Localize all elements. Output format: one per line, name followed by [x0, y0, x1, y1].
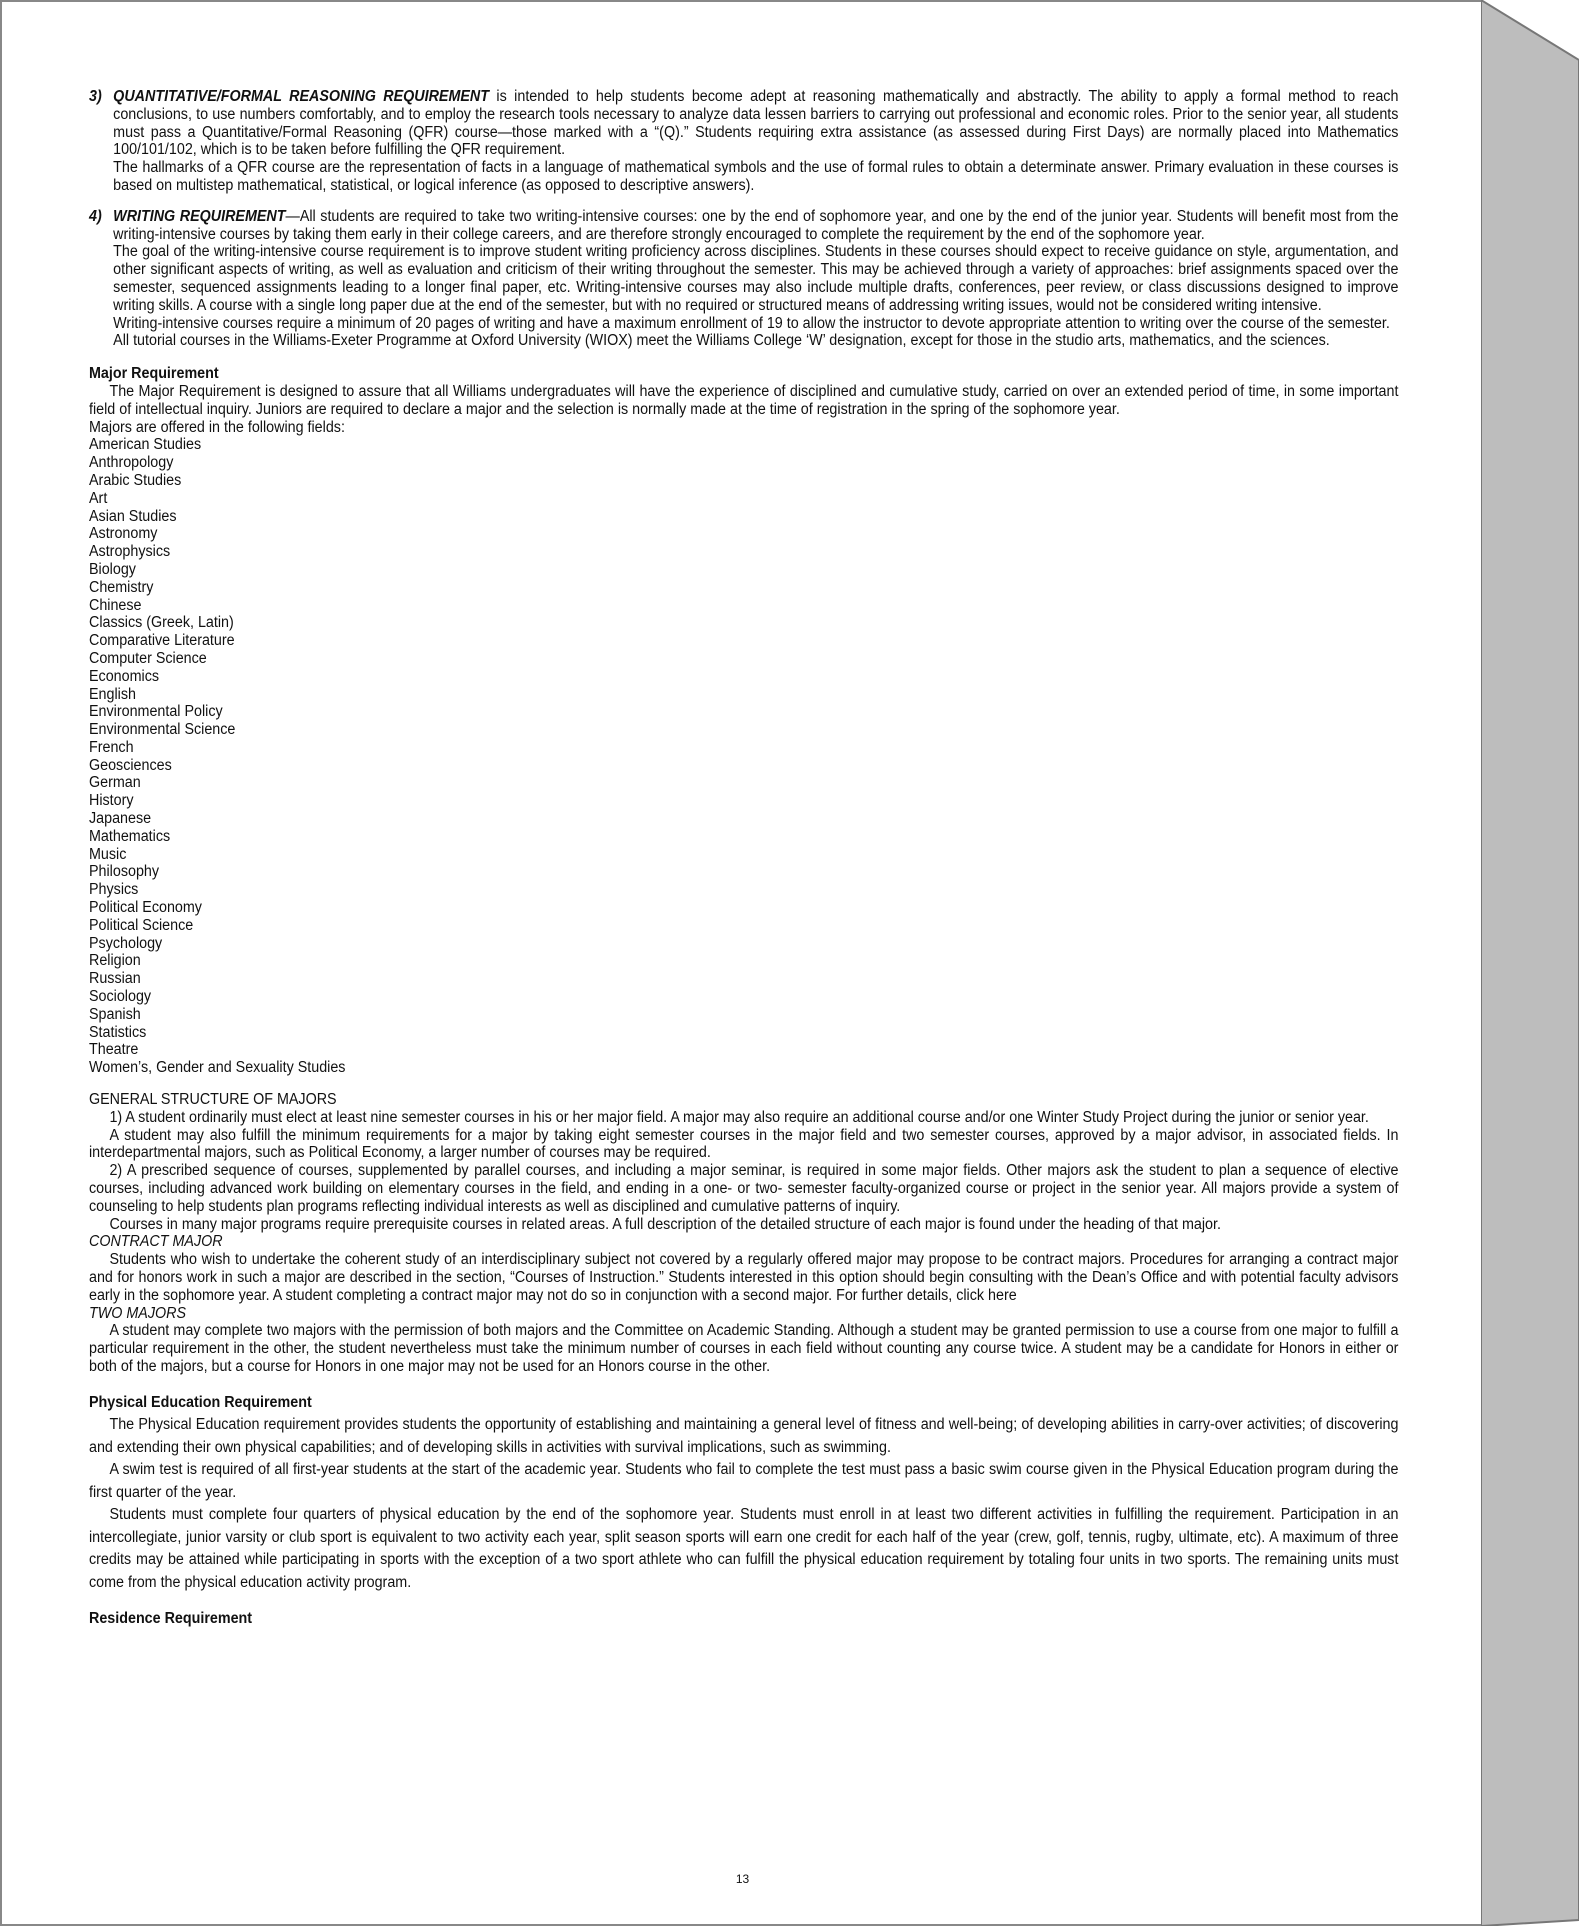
major-field-item: Economics [89, 667, 160, 685]
section-title-structure: GENERAL STRUCTURE OF MAJORS [89, 1091, 337, 1109]
major-field-item: Arabic Studies [89, 471, 182, 489]
contract-major-title: CONTRACT MAJOR [89, 1233, 223, 1251]
structure-paragraph: Courses in many major programs require prerequisite courses in related areas. A full description of the detailed structure of each major is found under the heading of that major. [109, 1215, 1221, 1233]
requirement-paragraph: The goal of the writing-intensive course requirement is to improve student writing proficiency across disciplines. Students in these courses should expect to receive guidance on style, argumentation, and other significant aspects of writing, as well as evaluation and criticism of their writing throughout the semester. This may be achieved through a variety of approaches: brief assignments spaced over the semester, sequenced assignments leading to a longer final paper, etc. Writing-intensive courses may also include multiple drafts, conferences, peer review, or class discussions designed to improve writing skills. A course with a single long paper due at the end of the semester, but with no required or structured means of addressing writing issues, would not be considered writing intensive. [113, 243, 1399, 314]
major-field-item: American Studies [89, 436, 202, 454]
major-field-item: Anthropology [89, 454, 174, 472]
major-field-item: Geosciences [89, 756, 172, 774]
two-majors-paragraph: A student may complete two majors with the permission of both majors and the Committee on Academic Standing. Although a student may be granted permission to use a course from one major to fulfill a particular requirement in the other, the student nevertheless must take the minimum number of courses in each field without counting any course twice. A student may be a candidate for Honors in either or both of the majors, but a course for Honors in one major may not be used for an Honors course in the other. [89, 1322, 1399, 1375]
majors-list [89, 436, 1398, 1077]
section-title-major: Major Requirement [89, 365, 219, 383]
structure-paragraph: 2) A prescribed sequence of courses, supplemented by parallel courses, and including a major seminar, is required in some major fields. Other majors ask the student to plan a sequence of elective courses, including advanced work building on elementary courses in the field, and ending in a one- or two- semester faculty-organized course or project in the senior year. All majors provide a system of counseling to help students plan programs reflecting individual interests as well as disciplined and cumulative patterns of inquiry. [89, 1162, 1399, 1215]
requirement-title: QUANTITATIVE/FORMAL REASONING REQUIREMENT [113, 88, 490, 105]
page-content [89, 88, 1398, 1628]
major-field-item: Environmental Science [89, 721, 236, 739]
major-field-item: Comparative Literature [89, 632, 235, 650]
pe-paragraph: Students must complete four quarters of physical education by the end of the sophomore year. Students must enroll in at least two different activities in fulfilling the requirement. Participation in an intercollegiate, junior varsity or club sport is equivalent to two activity each year, split season sports will earn one credit for each half of the year (crew, golf, tennis, rugby, ultimate, etc). A maximum of three credits may be attained while participating in sports with the exception of a two sport athlete who can fulfill the physical education requirement by totaling four units in two sports. The remaining units must come from the physical education activity program. [89, 1506, 1399, 1591]
major-field-item: Biology [89, 560, 136, 578]
pe-paragraph: A swim test is required of all first-year students at the start of the academic year. Students who fail to complete the test must pass a basic swim course given in the Physical Education program during the first quarter of the year. [89, 1461, 1399, 1501]
major-field-item: Classics (Greek, Latin) [89, 614, 234, 632]
structure-paragraph: 1) A student ordinarily must elect at least nine semester courses in his or her major field. A major may also require an additional course and/or one Winter Study Project during the junior or senior year. [109, 1108, 1369, 1126]
pe-section [89, 1392, 1398, 1595]
requirement-paragraph: The hallmarks of a QFR course are the representation of facts in a language of mathematical symbols and the use of formal rules to obtain a determinate answer. Primary evaluation in these courses is based on multistep mathematical, statistical, or logical inference (as opposed to descriptive answers). [113, 159, 1399, 194]
section-title-residence: Residence Requirement [89, 1610, 253, 1628]
page-number: 13 [735, 1872, 750, 1886]
major-intro: The Major Requirement is designed to assure that all Williams undergraduates will have the experience of disciplined and cumulative study, carried on over an extended period of time, in some important field of intellectual inquiry. Juniors are required to declare a major and the selection is normally made at the time of registration in the spring of the sophomore year. [89, 382, 1399, 418]
major-field-item: Religion [89, 952, 141, 970]
requirement-number: 4) [89, 207, 102, 225]
requirement-qfr [89, 88, 1398, 195]
major-field-item: Women’s, Gender and Sexuality Studies [89, 1059, 346, 1077]
major-field-item: Psychology [89, 934, 163, 952]
major-field-item: History [89, 792, 134, 810]
two-majors-title: TWO MAJORS [89, 1304, 187, 1322]
major-field-item: Physics [89, 881, 139, 899]
major-field-item: Asian Studies [89, 507, 177, 525]
major-field-item: French [89, 738, 134, 756]
requirement-paragraph: QUANTITATIVE/FORMAL REASONING REQUIREMENT is intended to help students become adept at reasoning mathematically and abstractly. The ability to apply a formal method to reach conclusions, to use numbers comfortably, and to employ the research tools necessary to analyze data lessen barriers to carrying out professional and economic roles. Prior to the senior year, all students must pass a Quantitative/Formal Reasoning (QFR) course—those marked with a “(Q).” Students requiring extra assistance (as assessed during First Days) are normally placed into Mathematics 100/101/102, which is to be taken before fulfilling the QFR requirement. [113, 88, 1399, 159]
requirement-writing [89, 208, 1398, 350]
major-field-item: Theatre [89, 1041, 139, 1059]
page-curl-edge [1481, 0, 1579, 1926]
major-field-item: German [89, 774, 141, 792]
pe-paragraph: The Physical Education requirement provides students the opportunity of establishing and maintaining a general level of fitness and well-being; of developing abilities in carry-over activities; of discovering and extending their own physical capabilities; and of developing skills in activities with survival implications, such as swimming. [89, 1416, 1399, 1456]
major-field-item: Political Science [89, 916, 194, 934]
major-field-item: Astrophysics [89, 543, 171, 561]
major-field-item: Mathematics [89, 827, 171, 845]
major-field-item: Art [89, 489, 108, 507]
major-field-item: Environmental Policy [89, 703, 223, 721]
requirement-number: 3) [89, 88, 102, 105]
requirement-paragraph: WRITING REQUIREMENT—All students are required to take two writing-intensive courses: one by the end of sophomore year, and one by the end of the junior year. Students will benefit most from the writing-intensive courses by taking them early in their college careers, and are therefore strongly encouraged to complete the requirement by the end of the sophomore year. [113, 207, 1399, 243]
major-field-item: English [89, 685, 136, 703]
major-field-item: Music [89, 845, 127, 863]
requirement-paragraph: Writing-intensive courses require a minimum of 20 pages of writing and have a maximum enrollment of 19 to allow the instructor to devote appropriate attention to writing over the course of the semester. [113, 314, 1390, 332]
major-field-item: Spanish [89, 1005, 141, 1023]
major-field-item: Chemistry [89, 578, 154, 596]
click-here-link[interactable]: click here [956, 1286, 1017, 1304]
major-field-item: Astronomy [89, 525, 158, 543]
major-field-item: Statistics [89, 1023, 147, 1041]
requirement-title: WRITING REQUIREMENT [113, 207, 286, 225]
structure-paragraph: A student may also fulfill the minimum requirements for a major by taking eight semester courses in the major field and two semester courses, approved by a major advisor, in associated fields. In interdepartmental majors, such as Political Economy, a larger number of courses may be required. [89, 1126, 1399, 1162]
major-field-item: Computer Science [89, 649, 207, 667]
major-field-item: Chinese [89, 596, 142, 614]
section-title-pe: Physical Education Requirement [89, 1393, 312, 1411]
major-field-item: Russian [89, 970, 141, 988]
majors-offered-label: Majors are offered in the following fields: [89, 418, 345, 436]
major-field-item: Philosophy [89, 863, 160, 881]
requirement-paragraph: All tutorial courses in the Williams-Exeter Programme at Oxford University (WIOX) meet the Williams College ‘W’ designation, except for those in the studio arts, mathematics, and the sciences. [113, 332, 1330, 350]
major-field-item: Japanese [89, 810, 152, 828]
major-field-item: Sociology [89, 988, 152, 1006]
contract-major-paragraph: Students who wish to undertake the coherent study of an interdisciplinary subject not covered by a regularly offered major may propose to be contract majors. Procedures for arranging a contract major and for honors work in such a major are described in the section, “Courses of Instruction.” Students interested in this option should begin consulting with the Dean’s Office and with potential faculty advisors early in the sophomore year. A student completing a contract major may not do so in conjunction with a second major. For further details, click here [89, 1251, 1399, 1304]
major-field-item: Political Economy [89, 899, 202, 917]
